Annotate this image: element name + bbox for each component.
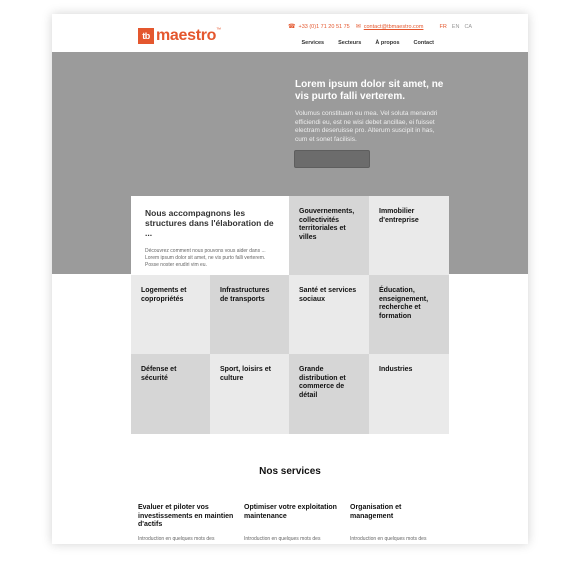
sector-tile-label: Grande distribution et commerce de détail <box>299 366 346 399</box>
service-item[interactable] <box>244 504 340 542</box>
lang-ca[interactable]: CA <box>464 23 473 30</box>
nav-contact[interactable]: Contact <box>413 40 434 46</box>
sector-tile-logements[interactable] <box>131 275 210 354</box>
sector-tile-label: Infrastructures de transports <box>220 287 270 303</box>
sector-tile-label: Industries <box>379 366 413 373</box>
language-switcher <box>439 24 472 30</box>
services-title: Nos services <box>259 466 321 477</box>
sector-tile-label: Gouvernements, collectivités territoriales et villes <box>299 208 355 241</box>
logo-trademark: ™ <box>216 27 221 33</box>
sector-tile-grande-distribution[interactable] <box>289 354 369 434</box>
logo[interactable] <box>138 27 221 45</box>
service-title: Organisation et management <box>350 504 402 520</box>
lang-fr[interactable]: FR <box>439 23 447 30</box>
logo-mark: tb <box>138 28 154 44</box>
sector-tile-label: Logements et copropriétés <box>141 287 187 303</box>
service-desc: Introduction en quelques mots des <box>138 536 215 542</box>
hero-text: Volumus constituam eu mea. Vel soluta menandri efficiendi eu, est ne wisi debet ancillae, ei fuisset electram deseruisse pro. Alterum suscipit in has, cum et sonet facilisis. <box>295 110 438 143</box>
sector-tile-label: Défense et sécurité <box>141 366 177 382</box>
sector-tile-label: Immobilier d'entreprise <box>379 208 419 224</box>
phone-icon: ☎ <box>288 24 296 30</box>
sectors-intro-title: Nous accompagnons les structures dans l'élaboration de ... <box>145 208 274 238</box>
sector-tile-industries[interactable] <box>369 354 449 434</box>
service-title: Optimiser votre exploitation maintenance <box>244 504 337 520</box>
logo-wordmark: maestro <box>156 27 217 44</box>
nav-services[interactable]: Services <box>301 40 325 46</box>
nav-secteurs[interactable]: Secteurs <box>338 40 362 46</box>
nav-a-propos[interactable]: À propos <box>375 40 400 46</box>
service-item[interactable] <box>138 504 234 542</box>
sector-tile-immobilier[interactable] <box>369 196 449 275</box>
top-contact-bar <box>288 23 472 30</box>
service-title: Evaluer et piloter vos investissements en maintien d'actifs <box>138 504 234 528</box>
email-link[interactable]: contact@tbmaestro.com <box>363 23 424 30</box>
service-item[interactable] <box>350 504 446 542</box>
phone-number[interactable]: +33 (0)1 71 20 51 75 <box>298 23 350 30</box>
sector-tile-infrastructures[interactable] <box>210 275 289 354</box>
main-nav <box>301 40 434 46</box>
sector-tile-sport[interactable] <box>210 354 289 434</box>
service-desc: Introduction en quelques mots des <box>350 536 427 542</box>
sector-tile-education[interactable] <box>369 275 449 354</box>
logo-text <box>156 27 221 45</box>
services-list <box>138 504 446 542</box>
lang-en[interactable]: EN <box>451 23 460 30</box>
sector-tile-label: Santé et services sociaux <box>299 287 357 303</box>
hero-cta-button[interactable] <box>294 150 370 168</box>
mail-icon: ✉ <box>355 24 361 30</box>
sector-tile-defense[interactable] <box>131 354 210 434</box>
sector-tile-label: Éducation, enseignement, recherche et formation <box>379 287 429 320</box>
sector-tile-sante[interactable] <box>289 275 369 354</box>
hero-title: Lorem ipsum dolor sit amet, ne vis purto falli verterem. <box>295 79 444 102</box>
sectors-intro <box>131 196 289 275</box>
service-desc: Introduction en quelques mots des <box>244 536 321 542</box>
page-frame <box>52 14 528 544</box>
sector-tile-gouvernements[interactable] <box>289 196 369 275</box>
sector-tile-label: Sport, loisirs et culture <box>220 366 271 382</box>
sectors-grid <box>131 196 449 434</box>
sectors-intro-text: Découvrez comment nous pouvons vous aider dans ... Lorem ipsum dolor sit amet, ne vis purto falli verterem. Posse noster erudiri vim eu. <box>145 248 266 268</box>
